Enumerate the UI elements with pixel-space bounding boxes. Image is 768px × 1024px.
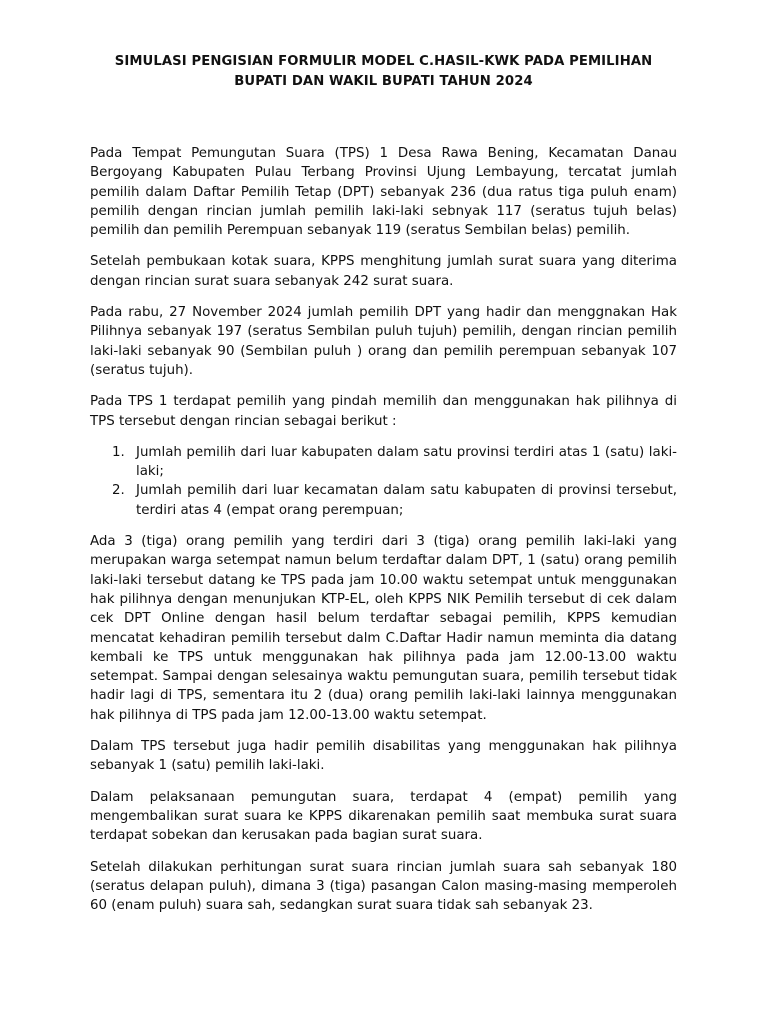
paragraph-tps-voter-count: Pada Tempat Pemungutan Suara (TPS) 1 Desa Rawa Bening, Kecamatan Danau Bergoyang Kabupaten Pulau Terbang Provinsi Ujung Lembayung, tercatat jumlah pemilih dalam Daftar Pemilih Tetap (DPT) sebanyak 236 (dua ratus tiga puluh enam) pemilih dengan rincian jumlah pemilih laki-laki sebnyak 117 (seratus tujuh belas) pemilih dan pemilih Perempuan sebanyak 119 (seratus Sembilan belas) pemilih.	[90, 146, 677, 239]
document-page	[90, 52, 677, 927]
list-item-number: 2.	[112, 483, 125, 499]
list-item-text: Jumlah pemilih dari luar kabupaten dalam satu provinsi terdiri atas 1 (satu) laki-laki;	[136, 444, 677, 480]
paragraph-vote-count-result: Setelah dilakukan perhitungan surat suara rincian jumlah suara sah sebanyak 180 (seratus delapan puluh), dimana 3 (tiga) pasangan Calon masing-masing memperoleh 60 (enam puluh) suara sah, sedangkan surat suara tidak sah sebanyak 23.	[90, 859, 677, 914]
paragraph-returned-ballots: Dalam pelaksanaan pemungutan suara, terdapat 4 (empat) pemilih yang mengembalikan surat suara ke KPPS dikarenakan pemilih saat membuka surat suara terdapat sobekan dan kerusakan pada bagian surat suara.	[90, 789, 677, 844]
transfer-voters-list	[90, 443, 677, 520]
list-item	[90, 481, 677, 520]
paragraph-unregistered-voters: Ada 3 (tiga) orang pemilih yang terdiri dari 3 (tiga) orang pemilih laki-laki yang merupakan warga setempat namun belum terdaftar dalam DPT, 1 (satu) orang pemilih laki-laki tersebut datang ke TPS pada jam 10.00 waktu setempat untuk menggunakan hak pilihnya dengan menunjukan KTP-EL, oleh KPPS NIK Pemilih tersebut di cek dalam cek DPT Online dengan hasil belum terdaftar sebagai pemilih, KPPS kemudian mencatat kehadiran pemilih tersebut dalm C.Daftar Hadir namun meminta dia datang kembali ke TPS untuk menggunakan hak pilihnya pada jam 12.00-13.00 waktu setempat. Sampai dengan selesainya waktu pemungutan suara, pemilih tersebut tidak hadir lagi di TPS, sementara itu 2 (dua) orang pemilih laki-laki lainnya menggunakan hak pilihnya di TPS pada jam 12.00-13.00 waktu setempat.	[90, 534, 677, 723]
document-title	[90, 52, 677, 92]
title-line-2: BUPATI DAN WAKIL BUPATI TAHUN 2024	[234, 74, 533, 89]
paragraph-transfer-voters-intro: Pada TPS 1 terdapat pemilih yang pindah memilih dan menggunakan hak pilihnya di TPS tersebut dengan rincian sebagai berikut :	[90, 394, 677, 429]
list-item-text: Jumlah pemilih dari luar kecamatan dalam satu kabupaten di provinsi tersebut, terdiri atas 4 (empat orang perempuan;	[136, 483, 677, 518]
paragraph-dpt-attendance: Pada rabu, 27 November 2024 jumlah pemilih DPT yang hadir dan menggnakan Hak Pilihnya sebanyak 197 (seratus Sembilan puluh tujuh) pemilih, dengan rincian pemilih laki-laki sebanyak 90 (Sembilan puluh ) orang dan pemilih perempuan sebanyak 107 (seratus tujuh).	[90, 305, 677, 378]
title-line-1: SIMULASI PENGISIAN FORMULIR MODEL C.HASIL-KWK PADA PEMILIHAN	[114, 54, 653, 69]
list-item	[90, 443, 677, 482]
document-body	[90, 144, 677, 915]
paragraph-disabled-voters: Dalam TPS tersebut juga hadir pemilih disabilitas yang menggunakan hak pilihnya sebanyak 1 (satu) pemilih laki-laki.	[90, 739, 677, 774]
list-item-number: 1.	[112, 444, 125, 460]
paragraph-ballots-received: Setelah pembukaan kotak suara, KPPS menghitung jumlah surat suara yang diterima dengan rincian surat suara sebanyak 242 surat suara.	[90, 254, 677, 289]
